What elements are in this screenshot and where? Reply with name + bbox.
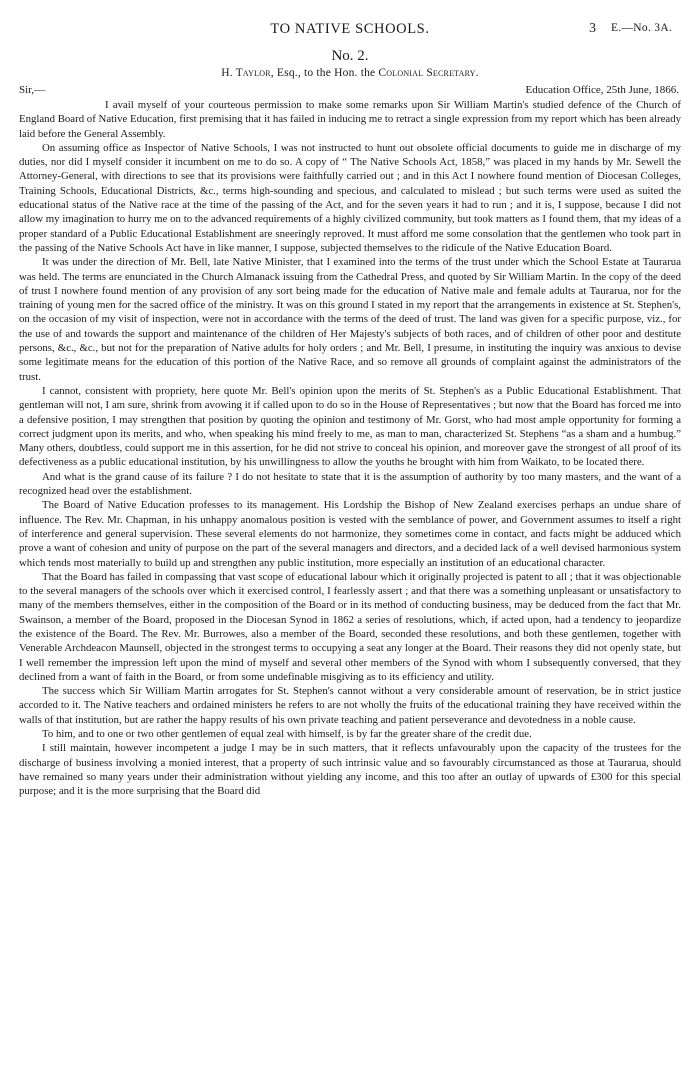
letter-byline xyxy=(0,67,700,79)
running-head-title: TO NATIVE SCHOOLS. xyxy=(270,21,430,37)
paragraph-10: I still maintain, however incompetent a judge I may be in such matters, that it reflects unfavourably upon the capacity of the trustees for the discharge of business involving a monied interest, that a property of such intrinsic value and so favourably circumstanced as those at Taurarua, should have remained so many years under their administration without yielding any income, and this too after an outlay of upwards of £300 for this special purpose; and it is the more surprising that the Board did xyxy=(19,742,681,798)
paragraph-9: To him, and to one or two other gentlemen of equal zeal with himself, is by far the greater share of the credit due. xyxy=(42,728,532,741)
paragraph-1: I avail myself of your courteous permission to make some remarks upon Sir William Martin's studied defence of the Church of England Board of Native Education, first premising that it has failed in inducing me to retract a single expression from my report which has been already laid before the General Assembly. xyxy=(19,99,681,140)
document-number: No. 2. xyxy=(331,48,369,64)
document-code: E.—No. 3A. xyxy=(611,22,673,34)
paragraph-2: On assuming office as Inspector of Native Schools, I was not instructed to hunt out obsolete official documents to guide me in discharge of my duties, nor did I myself consider it incumbent on me to do so. A copy of “ The Native Schools Act, 1858,” was placed in my hands by Mr. Sewell the Attorney-General, with directions to see that its provisions were faithfully carried out ; and in this Act I nowhere found mention of Diocesan Colleges, Training Schools, Educational Districts, &c., terms high-sounding and specious, and calculated to mislead ; but such terms were used as suited the educational status of the Native race at the time of the passing of the Act, and for the seven years it had to run ; and it is, I suppose, because I did not allow my imagination to hurry me on to the advanced requirements of a highly civilized community, but took matters as I found them, that my ideas of a proper standard of a Public Educational Establishment are sneeringly reproved. It must afford me some consolation that the gentlemen who took part in the passing of the Native Schools Act have in like manner, I suppose, subjected themselves to the ridicule of the Native Education Board. xyxy=(19,141,681,254)
salutation: Sir,— xyxy=(19,84,46,96)
paragraph-6: The Board of Native Education professes to its management. His Lordship the Bishop of New Zealand exercises perhaps an undue share of influence. The Rev. Mr. Chapman, in his unhappy anomalous position is vested with the semblance of power, and Government assumes to itself a right of interference and general supervision. These several elements do not harmonize, they sometimes come in contact, and facts might be adduced which prove a want of cohesion and unity of purpose on the part of the several managers and directors, and a decided lack of a well devised harmonious system which tends most materially to build up and strengthen any public institution, more especially an institution of an educational character. xyxy=(19,499,681,569)
byline-rest: , Esq., to the Hon. the xyxy=(270,67,379,79)
letter-body xyxy=(19,98,681,799)
page-number: 3 xyxy=(589,21,596,36)
paragraph-5: And what is the grand cause of its failure ? I do not hesitate to state that it is the assumption of authority by too many masters, and the want of a recognized head over the establishment. xyxy=(19,470,681,498)
byline-office: Colonial Secretary xyxy=(378,67,476,79)
byline-end: . xyxy=(475,67,479,79)
paragraph-7: That the Board has failed in compassing that vast scope of educational labour which it originally projected is patent to all ; that it was objectionable to the several managers of the schools over which it exercised control, I fearlessly assert ; and that there was a something unpleasant or unsatisfactory to many of the members themselves, either in the composition of the Board or in its method of conducting business, may be deduced from the fact that Mr. Swainson, a member of the Board, proposed in the Diocesan Synod in 1862 a series of resolutions, which, if acted upon, had a tendency to jeopardize the existence of the Board. The Rev. Mr. Burrowes, also a member of the Board, seconded these resolutions, and both these gentlemen, together with Venerable Archdeacon Maunsell, objected in the strongest terms to occupying a seat any longer at the Board. Their reasons they did not openly state, but I well remember the impression left upon the mind of myself and several other members of the Synod with whom I subsequently conversed, that they declined from a want of faith in the Board, or from some undefinable misgiving as to its efficiency and utility. xyxy=(19,570,681,683)
running-head xyxy=(0,21,700,39)
paragraph-8: The success which Sir William Martin arrogates for St. Stephen's cannot without a very considerable amount of reservation, be in strict justice accorded to it. The Native teachers and ordained ministers he refers to are not wholly the fruits of the educational training they have received within the walls of that institution, but are rather the happy results of his own private teaching and patient perseverance and devotedness in a noble cause. xyxy=(19,685,681,726)
dateline: Education Office, 25th June, 1866. xyxy=(525,84,679,96)
byline-name: H. Taylor xyxy=(221,67,271,79)
paragraph-4: I cannot, consistent with propriety, here quote Mr. Bell's opinion upon the merits of St. Stephen's as a Public Educational Establishment. That gentleman will not, I am sure, shrink from avowing it if called upon to do so in the House of Representatives ; but now that the Board has forced me into a defensive position, I may strengthen that position by quoting the opinion and testimony of Mr. Gorst, who had most ample opportunity for forming a correct judgment upon its merits, and who, when speaking his mind freely to me, as man to man, characterized St. Stephens “as a sham and a humbug.” Many others, doubtless, could support me in this assertion, for he did not strive to conceal his opinion, and moreover gave the strongest of all proof of its defectiveness as a public educational institution, by his unwillingness to allow the youths he brought with him from Waikato, to be located there. xyxy=(19,384,681,469)
paragraph-3: It was under the direction of Mr. Bell, late Native Minister, that I examined into the terms of the trust under which the School Estate at Taurarua was held. The terms are enunciated in the Church Almanack issuing from the Cathedral Press, and quoted by Sir William Martin. In the copy of the deed of trust I nowhere found mention of any provision of any sort being made for the education of Native male and female adults at Taurarua, nor for the training of young men for the sacred office of the ministry. It was on this ground I stated in my report that the arrangements in existence at St. Stephen's, on the occasion of my visit of inspection, were not in accordance with the terms of the deed of trust. The land was given for a specific purpose, viz., for the use of and towards the support and maintenance of the children of Her Majesty's subjects of both races, and of children of other poor and destitute persons, &c., &c., but not for the preparation of Native adults for holy orders ; and Mr. Bell, I presume, in instituting the inquiry was anxious to devise some legitimate means for the education of this portion of the Native Race, and so remove all grounds of complaint against the administrators of the trust. xyxy=(19,256,681,383)
